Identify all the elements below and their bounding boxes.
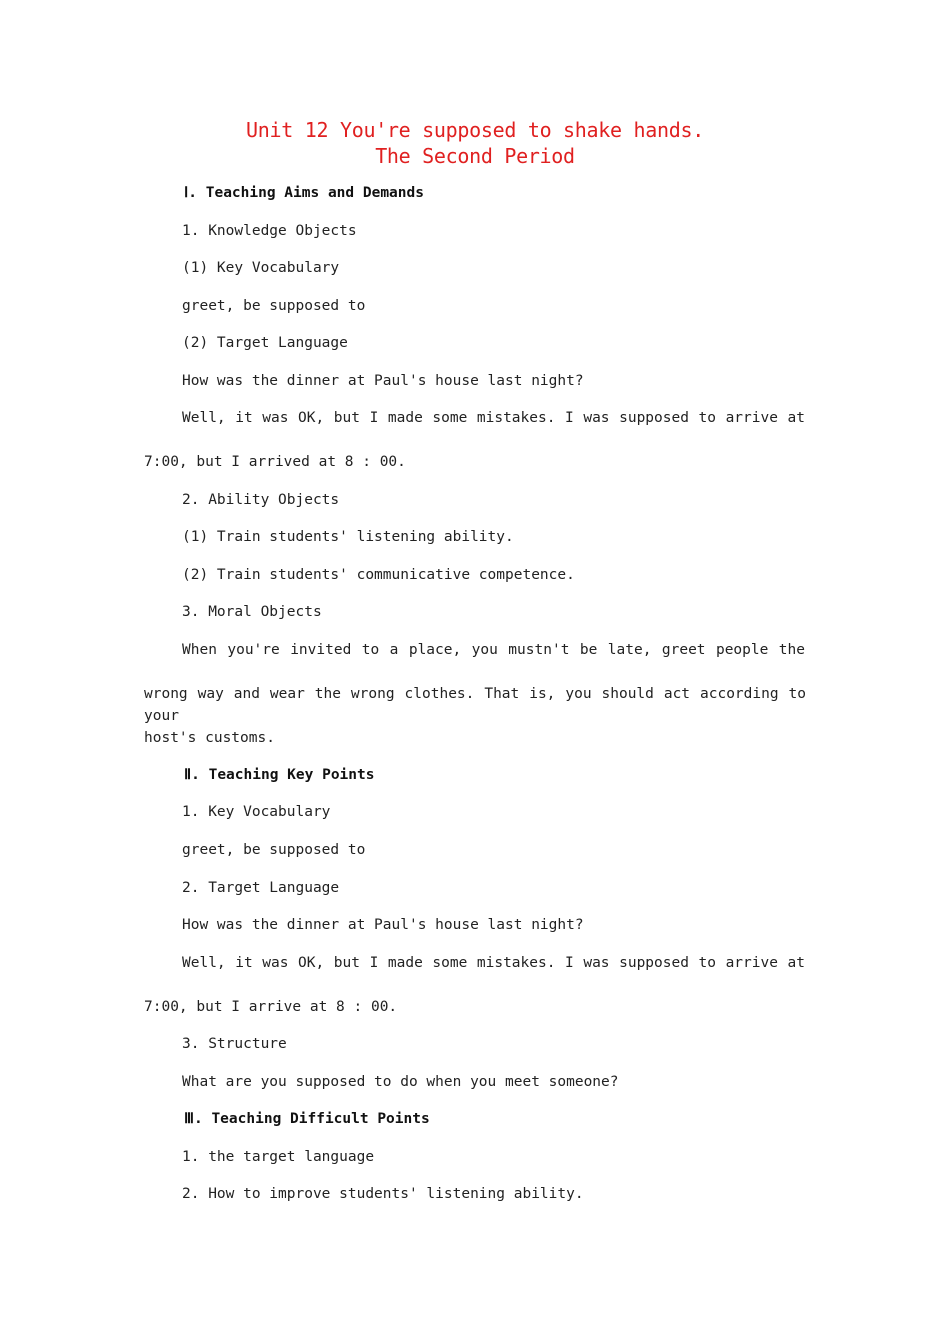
section-heading-key-points: Ⅱ. Teaching Key Points xyxy=(184,767,375,783)
key-points-structure-heading: 3. Structure xyxy=(182,1036,287,1052)
key-points-language-answer-line2: 7:00, but I arrive at 8 : 00. xyxy=(144,999,398,1015)
key-points-language-heading: 2. Target Language xyxy=(182,880,340,896)
document-subtitle: The Second Period xyxy=(375,144,575,168)
section-heading-aims: Ⅰ. Teaching Aims and Demands xyxy=(184,185,424,201)
section-heading-difficult-points: Ⅲ. Teaching Difficult Points xyxy=(184,1111,430,1127)
moral-objects-heading: 3. Moral Objects xyxy=(182,604,322,620)
key-points-structure-text: What are you supposed to do when you meet someone? xyxy=(182,1074,619,1090)
key-points-vocabulary-text: greet, be supposed to xyxy=(182,842,366,858)
difficult-point-2: 2. How to improve students' listening ability. xyxy=(182,1186,584,1202)
document-title: Unit 12 You're supposed to shake hands. xyxy=(246,118,704,142)
key-points-language-question: How was the dinner at Paul's house last night? xyxy=(182,917,584,933)
ability-objects-heading: 2. Ability Objects xyxy=(182,492,340,508)
moral-paragraph-line1: When you're invited to a place, you mustn't be late, greet people the xyxy=(182,642,805,658)
target-language-answer-line2: 7:00, but I arrived at 8 : 00. xyxy=(144,454,406,470)
difficult-point-1: 1. the target language xyxy=(182,1149,375,1165)
key-points-vocabulary-heading: 1. Key Vocabulary xyxy=(182,804,331,820)
ability-item-2: (2) Train students' communicative competence. xyxy=(182,567,575,583)
target-language-label: (2) Target Language xyxy=(182,335,348,351)
target-language-question: How was the dinner at Paul's house last night? xyxy=(182,373,584,389)
key-points-language-answer-line1: Well, it was OK, but I made some mistakes. I was supposed to arrive at xyxy=(182,955,805,971)
key-vocabulary-text: greet, be supposed to xyxy=(182,298,366,314)
moral-paragraph-line3: host's customs. xyxy=(144,730,275,746)
moral-paragraph-line2: wrong way and wear the wrong clothes. That is, you should act according to your xyxy=(144,686,806,724)
target-language-answer-line1: Well, it was OK, but I made some mistakes. I was supposed to arrive at xyxy=(182,410,805,426)
knowledge-objects-heading: 1. Knowledge Objects xyxy=(182,223,357,239)
key-vocabulary-label: (1) Key Vocabulary xyxy=(182,260,340,276)
ability-item-1: (1) Train students' listening ability. xyxy=(182,529,514,545)
